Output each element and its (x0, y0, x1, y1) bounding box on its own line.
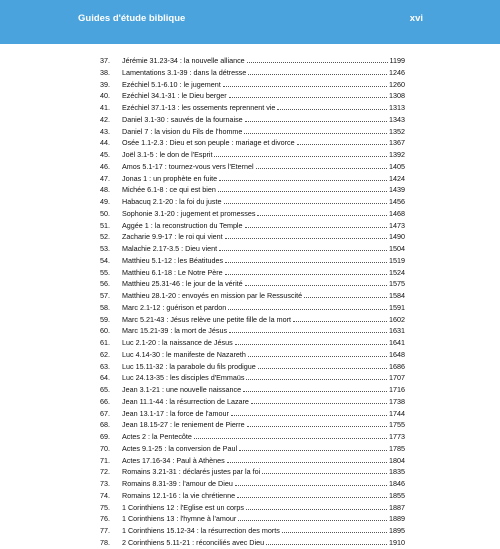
toc-entry (100, 67, 405, 79)
toc-entry-page: 1456 (389, 197, 405, 206)
toc-entry-number: 47. (100, 173, 110, 183)
toc-entry-number: 37. (100, 56, 110, 65)
toc-entry-number: 50. (100, 208, 110, 218)
toc-entry (100, 102, 405, 114)
toc-entry (100, 408, 405, 420)
toc-entry-page: 1648 (389, 349, 405, 359)
toc-entry (100, 537, 405, 549)
toc-entry-title: Zacharie 9.9-17 : le roi qui vient (122, 232, 223, 242)
toc-entry (100, 314, 405, 326)
toc-entry-number: 66. (100, 396, 110, 406)
toc-entry-number: 42. (100, 114, 110, 124)
toc-entry-page: 1343 (389, 114, 405, 124)
dot-leader (235, 337, 387, 345)
toc-entry-title: 1 Corinthiens 12 : l'Eglise est un corps (122, 502, 245, 512)
toc-entry-title: Amos 5.1-17 : tournez-vous vers l'Eternel (122, 161, 254, 171)
toc-entry-title: Lamentations 3.1-39 : dans la détresse (122, 67, 247, 77)
toc-entry-title: Malachie 2.17-3.5 : Dieu vient (122, 244, 218, 253)
toc-entry-page: 1591 (389, 302, 405, 312)
dot-leader (238, 513, 387, 521)
toc-entry-number: 49. (100, 197, 110, 206)
toc-entry-number: 69. (100, 432, 110, 441)
toc-entry-page: 1439 (389, 185, 405, 195)
toc-entry-number: 44. (100, 138, 110, 148)
dot-leader (248, 349, 387, 357)
toc-entry (100, 231, 405, 243)
toc-entry-page: 1631 (389, 326, 405, 336)
toc-entry-page: 1392 (389, 150, 405, 159)
dot-leader (258, 361, 387, 369)
toc-entry-number: 53. (100, 244, 110, 253)
toc-entry-title: Luc 4.14-30 : le manifeste de Nazareth (122, 349, 246, 359)
toc-entry-page: 1352 (389, 126, 405, 136)
toc-entry (100, 325, 405, 337)
toc-entry-number: 40. (100, 91, 110, 101)
toc-entry-title: Romains 3.21-31 : déclarés justes par la foi (122, 467, 261, 477)
toc-entry-number: 72. (100, 467, 110, 477)
dot-leader (223, 79, 387, 87)
dot-leader (231, 408, 387, 416)
toc-entry (100, 290, 405, 302)
toc-entry-title: Ezéchiel 5.1-6.10 : le jugement (122, 79, 221, 89)
toc-entry-title: Romains 12.1-16 : la vie chrétienne (122, 490, 236, 500)
toc-entry-number: 78. (100, 537, 110, 547)
toc-entry-page: 1246 (389, 67, 405, 77)
toc-entry (100, 455, 405, 467)
toc-entry-number: 73. (100, 479, 110, 488)
toc-entry-number: 68. (100, 420, 110, 430)
toc-entry-title: Actes 9.1-25 : la conversion de Paul (122, 443, 238, 453)
toc-entry-title: 1 Corinthiens 13 : l'hymne à l'amour (122, 514, 237, 524)
toc-entry-page: 1835 (389, 467, 405, 477)
toc-entry (100, 337, 405, 349)
toc-entry (100, 90, 405, 102)
toc-entry-page: 1641 (389, 338, 405, 347)
dot-leader (245, 220, 387, 228)
toc-entry-page: 1405 (389, 161, 405, 171)
toc-entry-number: 77. (100, 526, 110, 535)
dot-leader (257, 208, 387, 216)
dot-leader (245, 114, 387, 122)
dot-leader (219, 173, 387, 181)
toc-entry (100, 137, 405, 149)
toc-entry (100, 419, 405, 431)
toc-entry-number: 51. (100, 220, 110, 230)
toc-entry-page: 1895 (389, 526, 405, 535)
toc-entry-number: 71. (100, 455, 110, 465)
toc-entry-number: 58. (100, 302, 110, 312)
toc-entry-title: Actes 2 : la Pentecôte (122, 432, 192, 441)
dot-leader (214, 149, 387, 157)
page-header (0, 0, 500, 44)
dot-leader (239, 443, 387, 451)
toc-entry-title: Matthieu 25.31-46 : le jour de la vérité (122, 279, 243, 289)
toc-entry-page: 1260 (389, 79, 405, 89)
dot-leader (237, 490, 387, 498)
dot-leader (225, 231, 387, 239)
toc-entry-title: Romains 8.31-39 : l'amour de Dieu (122, 479, 233, 488)
dot-leader (246, 372, 387, 380)
toc-entry-number: 46. (100, 161, 110, 171)
dot-leader (246, 502, 387, 510)
toc-entry-title: Jean 13.1-17 : la force de l'amour (122, 408, 229, 418)
toc-entry-number: 65. (100, 385, 110, 394)
dot-leader (225, 267, 387, 275)
toc-entry-page: 1367 (389, 138, 405, 148)
dot-leader (248, 67, 387, 75)
toc-entry (100, 278, 405, 290)
toc-entry (100, 173, 405, 185)
toc-entry-number: 63. (100, 361, 110, 371)
page-number: xvi (409, 13, 423, 24)
toc-entry-page: 1424 (389, 173, 405, 183)
toc-entry-title: Sophonie 3.1-20 : jugement et promesses (122, 208, 256, 218)
toc-entry-page: 1889 (389, 514, 405, 524)
toc-entry-title: Daniel 7 : la vision du Fils de l'homme (122, 126, 243, 136)
toc-entry-number: 62. (100, 349, 110, 359)
toc-entry (100, 431, 405, 443)
toc-entry (100, 396, 405, 408)
toc-entry-number: 61. (100, 338, 110, 347)
toc-entry-title: Luc 2.1-20 : la naissance de Jésus (122, 338, 233, 347)
toc-entry (100, 114, 405, 126)
toc-entry-title: Marc 2.1-12 : guérison et pardon (122, 302, 227, 312)
toc-entry-title: Michée 6.1-8 : ce qui est bien (122, 185, 216, 195)
dot-leader (229, 325, 387, 333)
toc-entry (100, 196, 405, 208)
toc-entry-title: Matthieu 28.1-20 : envoyés en mission par le Ressuscité (122, 291, 303, 300)
dot-leader (218, 184, 387, 192)
toc-entry-number: 70. (100, 443, 110, 453)
toc-entry-title: Daniel 3.1-30 : sauvés de la fournaise (122, 114, 243, 124)
toc-entry-number: 76. (100, 514, 110, 524)
toc-entry-number: 54. (100, 255, 110, 265)
toc-entry-number: 43. (100, 126, 110, 136)
toc-entry-title: Marc 5.21-43 : Jésus relève une petite fille de la mort (122, 314, 291, 324)
toc-entry-page: 1804 (389, 455, 405, 465)
toc-entry-number: 38. (100, 67, 110, 77)
toc-entry-page: 1707 (389, 373, 405, 383)
toc-entry-page: 1468 (389, 208, 405, 218)
toc-entry-title: Ezéchiel 34.1-31 : le Dieu berger (122, 91, 227, 101)
toc-entry-title: Joël 3.1-5 : le don de l'Esprit (122, 150, 213, 159)
toc-entry (100, 384, 405, 396)
dot-leader (304, 290, 387, 298)
dot-leader (235, 478, 387, 486)
toc-entry-page: 1773 (389, 432, 405, 441)
toc-entry-page: 1686 (389, 361, 405, 371)
toc-entry-page: 1910 (389, 537, 405, 547)
toc-entry-number: 52. (100, 232, 110, 242)
toc-entry-number: 74. (100, 490, 110, 500)
toc-entry-page: 1855 (389, 490, 405, 500)
dot-leader (228, 302, 387, 310)
toc-entry-title: Ezéchiel 37.1-13 : les ossements reprennent vie (122, 103, 276, 112)
toc-entry-number: 67. (100, 408, 110, 418)
dot-leader (262, 466, 387, 474)
toc-entry-page: 1504 (389, 244, 405, 253)
toc-entry-page: 1846 (389, 479, 405, 488)
dot-leader (243, 384, 387, 392)
toc-entry (100, 478, 405, 490)
dot-leader (277, 102, 387, 110)
dot-leader (224, 196, 388, 204)
dot-leader (225, 255, 387, 263)
toc-entry (100, 372, 405, 384)
toc-entry (100, 267, 405, 279)
toc-entry (100, 149, 405, 161)
toc-entry-number: 64. (100, 373, 110, 383)
toc-entry-page: 1785 (389, 443, 405, 453)
toc-entry-page: 1716 (389, 385, 405, 394)
dot-leader (229, 90, 387, 98)
toc-entry-number: 57. (100, 291, 110, 300)
book-title: Guides d'étude biblique (78, 13, 186, 24)
toc-entry-title: Luc 24.13-35 : les disciples d'Emmaüs (122, 373, 245, 383)
toc-entry (100, 126, 405, 138)
toc-entry (100, 243, 405, 255)
toc-entry (100, 349, 405, 361)
dot-leader (251, 396, 387, 404)
toc-entry-title: Jean 18.15-27 : le reniement de Pierre (122, 420, 245, 430)
toc-entry-number: 55. (100, 267, 110, 277)
toc-entry (100, 184, 405, 196)
toc-entry-title: 2 Corinthiens 5.11-21 : réconciliés avec Dieu (122, 537, 265, 547)
toc-entry-number: 45. (100, 150, 110, 159)
toc-entry-title: Luc 15.11-32 : la parabole du fils prodigue (122, 361, 256, 371)
dot-leader (194, 431, 387, 439)
toc-entry (100, 302, 405, 314)
toc-entry-title: Aggée 1 : la reconstruction du Temple (122, 220, 243, 230)
dot-leader (245, 278, 387, 286)
toc-entry-page: 1308 (389, 91, 405, 101)
toc-entry (100, 161, 405, 173)
toc-entry-number: 60. (100, 326, 110, 336)
toc-entry-title: Matthieu 6.1-18 : Le Notre Père (122, 267, 223, 277)
dot-leader (247, 419, 387, 427)
toc-entry (100, 208, 405, 220)
toc-entry-page: 1490 (389, 232, 405, 242)
toc-entry (100, 513, 405, 525)
dot-leader (227, 455, 387, 463)
dot-leader (244, 126, 387, 134)
toc-entry-page: 1744 (389, 408, 405, 418)
toc-entry (100, 361, 405, 373)
toc-entry-title: Jonas 1 : un prophète en fuite (122, 173, 218, 183)
toc-entry-page: 1738 (389, 396, 405, 406)
toc-entry-number: 56. (100, 279, 110, 289)
table-of-contents (100, 55, 405, 549)
dot-leader (219, 243, 387, 251)
toc-entry-title: Habacuq 2.1-20 : la foi du juste (122, 197, 222, 206)
toc-entry-number: 39. (100, 79, 110, 89)
toc-entry-title: Matthieu 5.1-12 : les Béatitudes (122, 255, 224, 265)
toc-entry-page: 1602 (389, 314, 405, 324)
toc-entry (100, 220, 405, 232)
toc-entry-title: Actes 17.16-34 : Paul à Athènes (122, 455, 225, 465)
toc-entry-title: Osée 1.1-2.3 : Dieu et son peuple : mariage et divorce (122, 138, 295, 148)
toc-entry-page: 1575 (389, 279, 405, 289)
toc-entry-page: 1887 (389, 502, 405, 512)
toc-entry-page: 1524 (389, 267, 405, 277)
toc-entry (100, 255, 405, 267)
toc-entry-title: Jean 11.1-44 : la résurrection de Lazare (122, 396, 249, 406)
dot-leader (256, 161, 387, 169)
toc-entry (100, 55, 405, 67)
toc-entry-number: 75. (100, 502, 110, 512)
toc-entry-page: 1519 (389, 255, 405, 265)
dot-leader (247, 55, 388, 63)
dot-leader (293, 314, 387, 322)
toc-entry-title: Marc 15.21-39 : la mort de Jésus (122, 326, 228, 336)
toc-entry-title: Jean 3.1-21 : une nouvelle naissance (122, 385, 242, 394)
toc-entry-page: 1584 (389, 291, 405, 300)
toc-entry-page: 1473 (389, 220, 405, 230)
toc-entry (100, 525, 405, 537)
toc-entry (100, 502, 405, 514)
dot-leader (297, 137, 387, 145)
toc-entry-number: 48. (100, 185, 110, 195)
dot-leader (282, 525, 387, 533)
dot-leader (266, 537, 387, 545)
toc-entry-page: 1199 (389, 56, 405, 65)
toc-entry-number: 59. (100, 314, 110, 324)
toc-entry (100, 466, 405, 478)
toc-entry (100, 79, 405, 91)
toc-entry-page: 1755 (389, 420, 405, 430)
toc-entry-title: 1 Corinthiens 15.12-34 : la résurrection des morts (122, 526, 280, 535)
toc-entry-number: 41. (100, 103, 110, 112)
toc-entry (100, 443, 405, 455)
toc-entry-title: Jérémie 31.23-34 : la nouvelle alliance (122, 56, 245, 65)
toc-entry-page: 1313 (389, 103, 405, 112)
